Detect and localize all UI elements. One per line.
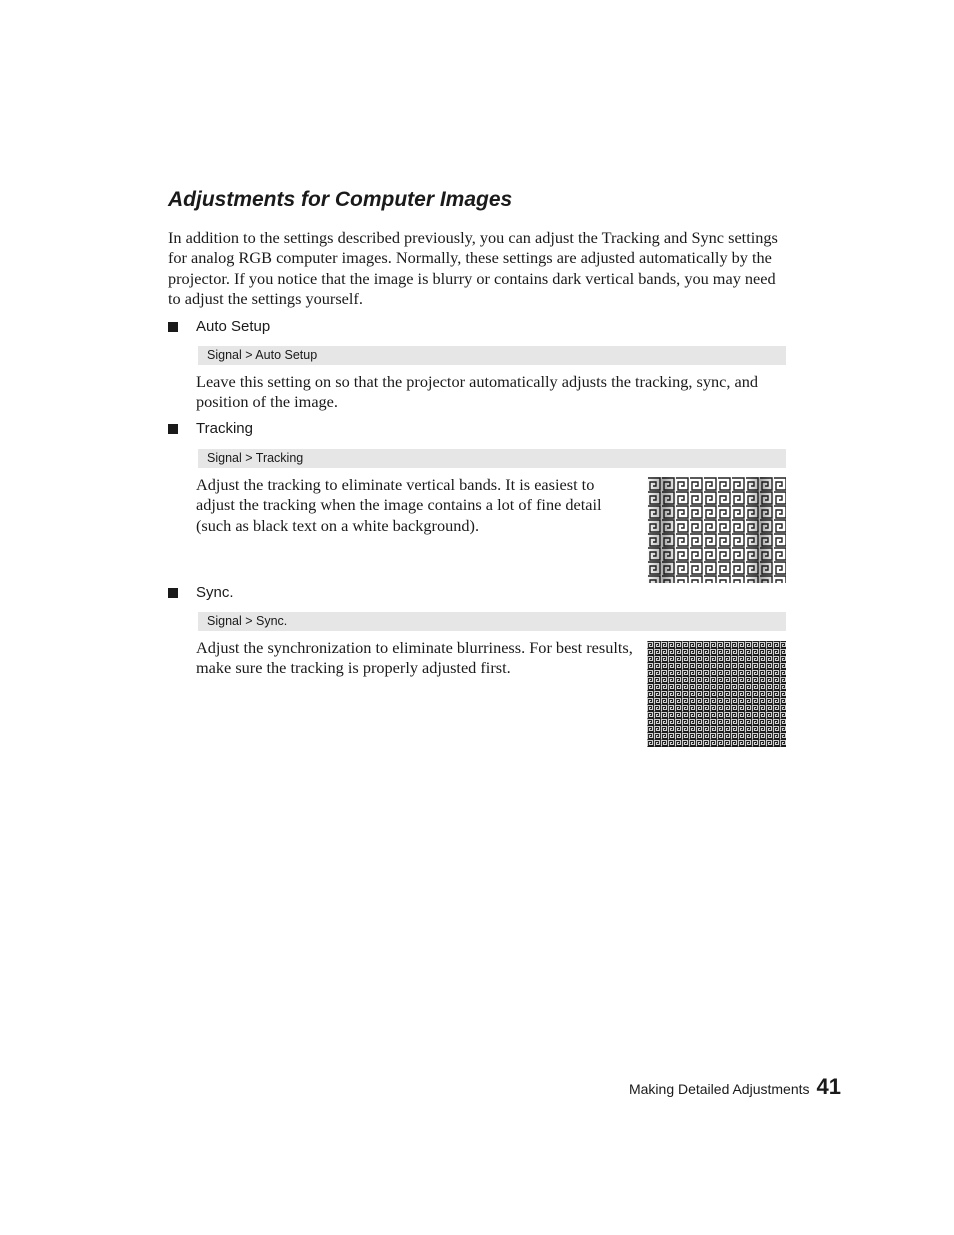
bullet-tracking — [168, 420, 253, 437]
bullet-sync — [168, 584, 234, 601]
sync-description: Adjust the synchronization to eliminate blurriness. For best results, make sure the tracking is properly adjusted first. — [196, 638, 633, 678]
bullet-title: Auto Setup — [196, 318, 271, 335]
page-number: 41 — [816, 1074, 841, 1099]
sync-pattern-icon — [647, 641, 786, 747]
auto-setup-description: Leave this setting on so that the projector automatically adjusts the tracking, sync, and position of the image. — [196, 372, 759, 412]
bullet-title: Sync. — [196, 584, 234, 601]
footer-section-title: Making Detailed Adjustments — [628, 1081, 810, 1097]
section-heading: Adjustments for Computer Images — [168, 188, 513, 211]
tracking-description: Adjust the tracking to eliminate vertical bands. It is easiest to adjust the tracking when the image contains a lot of fine detail (such as black text on a white background). — [196, 475, 602, 535]
menu-path-auto-setup: Signal > Auto Setup — [198, 346, 786, 365]
menu-path-tracking: Signal > Tracking — [198, 449, 786, 468]
square-bullet-icon — [168, 322, 178, 332]
tracking-pattern-icon — [647, 477, 786, 583]
square-bullet-icon — [168, 424, 178, 434]
intro-paragraph: In addition to the settings described previously, you can adjust the Tracking and Sync settings for analog RGB computer images. Normally, these settings are adjusted automatically by the projector. If you notice that the image is blurry or contains dark vertical bands, you may need to adjust the settings yourself. — [168, 228, 778, 309]
bullet-auto-setup — [168, 318, 270, 335]
square-bullet-icon — [168, 588, 178, 598]
menu-path-sync: Signal > Sync. — [198, 612, 786, 631]
bullet-title: Tracking — [196, 420, 253, 437]
page-footer — [629, 1074, 841, 1100]
